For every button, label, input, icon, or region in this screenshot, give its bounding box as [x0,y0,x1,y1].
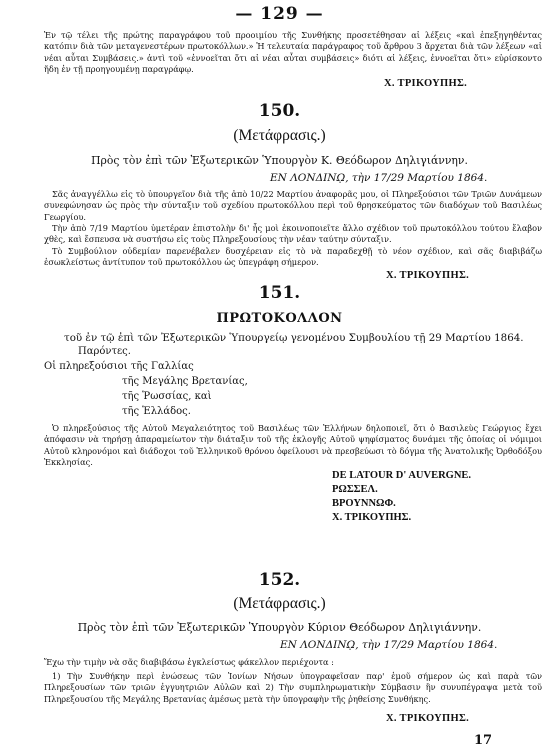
power-greece: τῆς Ἑλλάδος. [122,406,191,417]
section-152-paragraph-1: Ἔχω τὴν τιμὴν νὰ σᾶς διαβιβάσω ἐγκλείστως φάκελλον περιέχοντα : [44,657,334,667]
signatory-4: Χ. ΤΡΙΚΟΥΠΗΣ. [332,512,412,523]
section-152-number: 152. [258,570,301,590]
signatory-1: DE LATOUR D' AUVERGNE. [332,470,472,481]
section-150-date-rest: τὴν 17/29 Μαρτίου 1864. [351,172,488,184]
section-151-number: 151. [258,283,301,303]
page-number: — 129 — [235,4,324,24]
section-150-paragraph-2: Τὴν ἀπὸ 7/19 Μαρτίου ὑμετέραν ἐπιστολὴν δι' ἧς μοὶ ἐκοινοποιεῖτε ἄλλο σχέδιον τοῦ πρωτοκόλλου τούτου ἔλαβον χθὲς, καὶ ἔσπευσα νὰ συστήσω εἰς τοὺς Πληρεξουσίους τὴν νέαν ταύτην σύνταξιν. [44,223,542,245]
section-152-addressee: Πρὸς τὸν ἐπὶ τῶν Ἐξωτερικῶν Ὑπουργὸν Κύριον Θεόδωρον Δηλιγιάννην. [77,621,482,634]
present-label: Παρόντες. [78,346,131,357]
power-russia: τῆς Ῥωσσίας, καὶ [122,391,212,402]
section-150-date-place: ΕΝ ΛΟΝΔΙΝῼ, [270,172,349,184]
signatory-3: ΒΡΟΥΝΝΩΦ. [332,498,396,509]
section-152-date-place: ΕΝ ΛΟΝΔΙΝῼ, [280,639,359,651]
section-150-date [270,172,487,184]
section-152-paragraph-2: 1) Τὴν Συνθήκην περὶ ἑνώσεως τῶν Ἰονίων Νήσων ὑπογραφεῖσαν παρ' ἐμοῦ σήμερον ὡς καὶ παρὰ τῶν Πληρεξουσίων τῶν τριῶν ἐγγυητριῶν Αὐλῶν καὶ 2) Τὴν συμπληρωματικὴν Σύμβασιν ἣν συνυπέγραψα μετὰ τοῦ Πληρεξουσίου τῆς Μεγάλης Βρετανίας ἀμέσως μετὰ τὴν ὑπογραφὴν τῆς ῥηθείσης Συνθήκης. [44,671,542,704]
power-great-britain: τῆς Μεγάλης Βρετανίας, [122,376,248,387]
section-150-paragraph-1: Σᾶς ἀναγγέλλω εἰς τὸ ὑπουργεῖον διὰ τῆς ἀπὸ 10/22 Μαρτίου ἀναφορᾶς μου, οἱ Πληρεξούσιοι τῶν Τριῶν Δυνάμεων συνεφώνησαν ὡς πρὸς τὴν σύνταξιν τοῦ σχεδίου πρωτοκόλλου περὶ τοῦ θρησκεύματος τῶν διαδόχων τοῦ Βασιλέως Γεωργίου. [44,189,542,222]
section-152-date-rest: τὴν 17/29 Μαρτίου 1864. [361,639,498,651]
section-150-paragraph-3: Τὸ Συμβούλιον οὐδεμίαν παρενέβαλεν δυσχέρειαν εἰς τὸ νὰ παραδεχθῇ τὸ νέον σχέδιον, καὶ σᾶς διαβιβάζω ἐσωκλείστως ἀντίτυπον τοῦ πρωτοκόλλου ὡς ὑπεγράφη σήμερον. [44,246,542,268]
plenipotentiaries-label: Οἱ πληρεξούσιοι τῆς Γαλλίας [44,361,194,372]
protocol-signatories [332,469,471,525]
protocol-subheading: τοῦ ἐν τῷ ἐπὶ τῶν Ἐξωτερικῶν Ὑπουργείῳ γενομένου Συμβουλίου τῇ 29 Μαρτίου 1864. [64,332,524,344]
section-150-addressee: Πρὸς τὸν ἐπὶ τῶν Ἐξωτερικῶν Ὑπουργὸν Κ. Θεόδωρον Δηλιγιάννην. [91,154,468,167]
intro-paragraph: Ἐν τῷ τέλει τῆς πρώτης παραγράφου τοῦ προοιμίου τῆς Συνθήκης προσετέθησαν αἱ λέξεις «καὶ ἐπεξηγηθέντας κατόπιν διὰ τῶν μεταγενεστέρων πρωτοκόλλων.» Ἡ τελευταία παράγραφος τοῦ ἄρθρου 3 ἄρχεται διὰ τῶν λέξεων «αἱ νέαι αὗται Συμβάσεις.» ἀντὶ τοῦ «ἐννοεῖται ὅτι αἱ νέαι αὗται συμβάσεις» διότι αἱ λέξεις, ἐννοεῖται ὅτι» εὑρίσκοντο ἤδη ἐν τῇ προηγουμένῃ παραγράφῳ. [44,30,542,74]
protocol-heading: ΠΡΩΤΟΚΟΛΛΟΝ [216,311,343,326]
protocol-body: Ὁ πληρεξούσιος τῆς Αὐτοῦ Μεγαλειότητος τοῦ Βασιλέως τῶν Ἑλλήνων δηλοποιεῖ, ὅτι ὁ Βασιλεὺς Γεώργιος ἔχει ἀπόφασιν νὰ τηρήσῃ ἀπαραμείωτον τὴν διάταξιν τοῦ τῆς ἐκλογῆς Αὐτοῦ ψηφίσματος δυνάμει τῆς ὁποίας οἱ νόμιμοι Αὐτοῦ κληρονόμοι καὶ διάδοχοι τοῦ Ἑλληνικοῦ θρόνου ὀφείλουσι νὰ πρεσβεύωσι τὸ δόγμα τῆς Ἀνατολικῆς Ὀρθοδόξου Ἐκκλησίας. [44,423,542,467]
signatory-2: ΡΩΣΣΕΛ. [332,484,378,495]
section-152-label: (Μετάφρασις.) [233,595,326,612]
section-150-signature: Χ. ΤΡΙΚΟΥΠΗΣ. [386,270,470,281]
section-152-signature: Χ. ΤΡΙΚΟΥΠΗΣ. [386,713,470,724]
section-152-date [280,639,497,651]
section-150-label: (Μετάφρασις.) [233,127,326,144]
intro-signature: Χ. ΤΡΙΚΟΥΠΗΣ. [384,78,468,89]
section-150-number: 150. [258,101,301,121]
footer-page-number: 17 [474,733,493,748]
